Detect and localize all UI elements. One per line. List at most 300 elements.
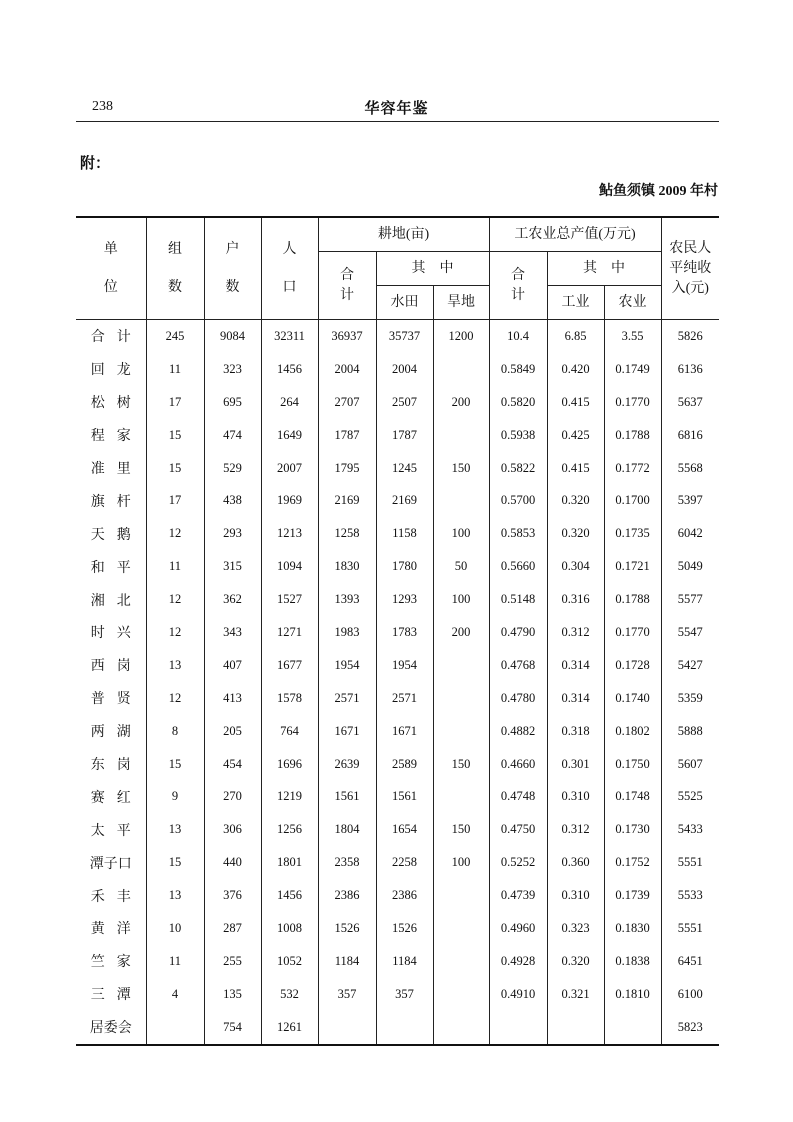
header-income (661, 217, 719, 320)
cell-dryland: 150 (433, 452, 489, 485)
cell-agriculture: 0.1748 (604, 780, 661, 813)
header-agriculture: 农业 (604, 286, 661, 320)
cell-households: 343 (204, 616, 261, 649)
cell-groups: 12 (146, 517, 204, 550)
cell-population: 1696 (261, 748, 318, 781)
table-row (76, 616, 719, 649)
cell-groups: 11 (146, 353, 204, 386)
cell-groups: 11 (146, 945, 204, 978)
cell-income: 5433 (661, 813, 719, 846)
cell-income: 5547 (661, 616, 719, 649)
cell-industry: 0.310 (547, 780, 604, 813)
cell-agriculture: 0.1838 (604, 945, 661, 978)
cell-population: 764 (261, 715, 318, 748)
cell-income: 5551 (661, 912, 719, 945)
cell-population: 32311 (261, 320, 318, 353)
cell-farmland-total: 1787 (318, 419, 376, 452)
cell-agriculture: 0.1772 (604, 452, 661, 485)
cell-paddy: 1293 (376, 583, 433, 616)
cell-groups: 12 (146, 616, 204, 649)
cell-paddy: 1954 (376, 649, 433, 682)
header-groups-top: 组 (168, 241, 182, 257)
table-row (76, 978, 719, 1011)
cell-groups: 9 (146, 780, 204, 813)
table-row (76, 649, 719, 682)
cell-income: 5823 (661, 1011, 719, 1045)
header-groups (146, 217, 204, 320)
cell-population: 1677 (261, 649, 318, 682)
cell-income: 5607 (661, 748, 719, 781)
table-row (76, 682, 719, 715)
cell-farmland-total: 2639 (318, 748, 376, 781)
cell-output-total: 0.4748 (489, 780, 547, 813)
cell-farmland-total: 36937 (318, 320, 376, 353)
cell-groups: 15 (146, 748, 204, 781)
header-output-total (489, 252, 547, 320)
cell-paddy: 1526 (376, 912, 433, 945)
cell-agriculture: 0.1735 (604, 517, 661, 550)
cell-households: 529 (204, 452, 261, 485)
table-row (76, 386, 719, 419)
cell-industry: 0.323 (547, 912, 604, 945)
cell-farmland-total: 2004 (318, 353, 376, 386)
cell-dryland (433, 419, 489, 452)
cell-paddy: 357 (376, 978, 433, 1011)
cell-paddy: 2258 (376, 846, 433, 879)
cell-paddy: 2386 (376, 879, 433, 912)
cell-name: 禾丰 (76, 879, 146, 912)
cell-name: 潭子口 (76, 846, 146, 879)
header-farmland-total-top: 合 (340, 267, 354, 283)
cell-population: 1456 (261, 353, 318, 386)
table-caption: 鲇鱼须镇 2009 年村 (599, 184, 718, 199)
cell-industry: 0.415 (547, 452, 604, 485)
header-population-bottom: 口 (282, 279, 297, 295)
cell-groups: 17 (146, 386, 204, 419)
cell-paddy: 1158 (376, 517, 433, 550)
cell-groups: 12 (146, 583, 204, 616)
cell-agriculture: 0.1770 (604, 386, 661, 419)
cell-income: 5637 (661, 386, 719, 419)
cell-households: 407 (204, 649, 261, 682)
cell-name: 东岗 (76, 748, 146, 781)
cell-farmland-total: 1830 (318, 550, 376, 583)
cell-population: 1271 (261, 616, 318, 649)
header-dryland: 旱地 (433, 286, 489, 320)
cell-output-total (489, 1011, 547, 1045)
cell-industry: 0.301 (547, 748, 604, 781)
cell-industry: 0.415 (547, 386, 604, 419)
book-title: 华容年鉴 (364, 101, 429, 117)
cell-dryland: 150 (433, 813, 489, 846)
cell-groups: 15 (146, 846, 204, 879)
cell-name: 时兴 (76, 616, 146, 649)
cell-industry: 0.320 (547, 517, 604, 550)
cell-paddy (376, 1011, 433, 1045)
cell-output-total: 0.4750 (489, 813, 547, 846)
cell-agriculture: 0.1810 (604, 978, 661, 1011)
header-output-total-top: 合 (511, 267, 526, 283)
cell-agriculture: 3.55 (604, 320, 661, 353)
cell-farmland-total: 1954 (318, 649, 376, 682)
cell-output-total: 0.4960 (489, 912, 547, 945)
cell-name: 竺家 (76, 945, 146, 978)
cell-groups: 15 (146, 452, 204, 485)
cell-agriculture: 0.1770 (604, 616, 661, 649)
cell-households: 293 (204, 517, 261, 550)
cell-name: 旗杆 (76, 484, 146, 517)
cell-income: 5533 (661, 879, 719, 912)
header-output-total-bottom: 计 (511, 287, 526, 303)
cell-population: 2007 (261, 452, 318, 485)
cell-households: 306 (204, 813, 261, 846)
cell-name: 和平 (76, 550, 146, 583)
cell-output-total: 0.5148 (489, 583, 547, 616)
village-statistics-table (76, 216, 719, 1046)
cell-groups: 11 (146, 550, 204, 583)
cell-agriculture: 0.1700 (604, 484, 661, 517)
cell-name: 湘北 (76, 583, 146, 616)
cell-output-total: 0.5700 (489, 484, 547, 517)
cell-agriculture: 0.1830 (604, 912, 661, 945)
cell-dryland: 100 (433, 846, 489, 879)
cell-population: 1527 (261, 583, 318, 616)
cell-industry: 0.321 (547, 978, 604, 1011)
cell-agriculture: 0.1728 (604, 649, 661, 682)
cell-groups: 10 (146, 912, 204, 945)
cell-dryland (433, 649, 489, 682)
cell-agriculture: 0.1752 (604, 846, 661, 879)
cell-farmland-total: 1804 (318, 813, 376, 846)
cell-agriculture: 0.1802 (604, 715, 661, 748)
cell-agriculture (604, 1011, 661, 1045)
header-farmland-total (318, 252, 376, 320)
cell-output-total: 0.4882 (489, 715, 547, 748)
cell-agriculture: 0.1739 (604, 879, 661, 912)
table-row (76, 1011, 719, 1045)
cell-farmland-total: 1393 (318, 583, 376, 616)
cell-farmland-total: 2707 (318, 386, 376, 419)
cell-output-total: 0.4790 (489, 616, 547, 649)
cell-groups: 13 (146, 879, 204, 912)
cell-output-total: 0.5849 (489, 353, 547, 386)
cell-agriculture: 0.1788 (604, 583, 661, 616)
table-body (76, 320, 719, 1045)
cell-dryland: 50 (433, 550, 489, 583)
cell-households: 438 (204, 484, 261, 517)
cell-households: 323 (204, 353, 261, 386)
cell-industry: 0.314 (547, 682, 604, 715)
cell-paddy: 35737 (376, 320, 433, 353)
cell-name: 松树 (76, 386, 146, 419)
header-farmland: 耕地(亩) (318, 217, 489, 252)
cell-dryland: 100 (433, 517, 489, 550)
header-farmland-total-bottom: 计 (340, 287, 354, 303)
cell-industry: 0.304 (547, 550, 604, 583)
cell-income: 5568 (661, 452, 719, 485)
cell-output-total: 0.4928 (489, 945, 547, 978)
cell-paddy: 2004 (376, 353, 433, 386)
table-row (76, 715, 719, 748)
cell-population: 1261 (261, 1011, 318, 1045)
cell-population: 1456 (261, 879, 318, 912)
cell-households: 376 (204, 879, 261, 912)
cell-income: 6451 (661, 945, 719, 978)
table-row (76, 419, 719, 452)
cell-paddy: 1783 (376, 616, 433, 649)
header-unit-top: 单 (103, 241, 118, 257)
table-row (76, 748, 719, 781)
cell-income: 6100 (661, 978, 719, 1011)
cell-income: 5525 (661, 780, 719, 813)
cell-agriculture: 0.1730 (604, 813, 661, 846)
cell-industry: 0.425 (547, 419, 604, 452)
cell-agriculture: 0.1749 (604, 353, 661, 386)
cell-farmland-total: 2571 (318, 682, 376, 715)
cell-paddy: 1671 (376, 715, 433, 748)
cell-output-total: 0.5660 (489, 550, 547, 583)
header-output: 工农业总产值(万元) (489, 217, 661, 252)
cell-industry: 0.420 (547, 353, 604, 386)
header-households-top: 户 (225, 241, 240, 257)
table-row (76, 912, 719, 945)
cell-name: 普贤 (76, 682, 146, 715)
cell-paddy: 1561 (376, 780, 433, 813)
cell-households: 454 (204, 748, 261, 781)
cell-population: 532 (261, 978, 318, 1011)
cell-households: 205 (204, 715, 261, 748)
table-row (76, 846, 719, 879)
table-row (76, 320, 719, 353)
cell-dryland (433, 879, 489, 912)
cell-population: 264 (261, 386, 318, 419)
cell-income: 5397 (661, 484, 719, 517)
cell-population: 1256 (261, 813, 318, 846)
cell-output-total: 0.5938 (489, 419, 547, 452)
cell-farmland-total: 357 (318, 978, 376, 1011)
cell-dryland (433, 1011, 489, 1045)
cell-households: 255 (204, 945, 261, 978)
cell-industry: 0.312 (547, 616, 604, 649)
cell-agriculture: 0.1721 (604, 550, 661, 583)
header-farmland-among: 其 中 (376, 252, 489, 286)
header-income-line2: 平纯收 (669, 260, 712, 276)
cell-groups: 4 (146, 978, 204, 1011)
cell-farmland-total: 1983 (318, 616, 376, 649)
cell-groups: 15 (146, 419, 204, 452)
cell-name: 居委会 (76, 1011, 146, 1045)
cell-population: 1649 (261, 419, 318, 452)
cell-households: 695 (204, 386, 261, 419)
cell-farmland-total: 2386 (318, 879, 376, 912)
cell-income: 5826 (661, 320, 719, 353)
header-groups-bottom: 数 (168, 279, 182, 295)
cell-name: 回龙 (76, 353, 146, 386)
table-row (76, 484, 719, 517)
cell-households: 287 (204, 912, 261, 945)
cell-farmland-total: 1258 (318, 517, 376, 550)
cell-households: 362 (204, 583, 261, 616)
cell-paddy: 2169 (376, 484, 433, 517)
cell-paddy: 1184 (376, 945, 433, 978)
cell-income: 5427 (661, 649, 719, 682)
cell-dryland: 200 (433, 616, 489, 649)
cell-industry: 6.85 (547, 320, 604, 353)
cell-name: 程家 (76, 419, 146, 452)
cell-name: 准里 (76, 452, 146, 485)
table-row (76, 945, 719, 978)
table-row (76, 550, 719, 583)
cell-output-total: 0.4739 (489, 879, 547, 912)
page-number: 238 (92, 99, 113, 114)
cell-industry: 0.360 (547, 846, 604, 879)
cell-households: 315 (204, 550, 261, 583)
cell-population: 1052 (261, 945, 318, 978)
cell-output-total: 0.4910 (489, 978, 547, 1011)
cell-households: 270 (204, 780, 261, 813)
cell-farmland-total: 1184 (318, 945, 376, 978)
cell-income: 6136 (661, 353, 719, 386)
cell-groups (146, 1011, 204, 1045)
cell-paddy: 1654 (376, 813, 433, 846)
header-unit (76, 217, 146, 320)
cell-dryland (433, 715, 489, 748)
cell-output-total: 0.4780 (489, 682, 547, 715)
cell-population: 1578 (261, 682, 318, 715)
table-row (76, 879, 719, 912)
cell-output-total: 0.4660 (489, 748, 547, 781)
cell-households: 413 (204, 682, 261, 715)
cell-dryland (433, 945, 489, 978)
cell-farmland-total: 1526 (318, 912, 376, 945)
cell-paddy: 2589 (376, 748, 433, 781)
cell-farmland-total (318, 1011, 376, 1045)
cell-output-total: 0.5822 (489, 452, 547, 485)
cell-dryland (433, 484, 489, 517)
cell-paddy: 2571 (376, 682, 433, 715)
cell-dryland (433, 682, 489, 715)
cell-income: 5577 (661, 583, 719, 616)
cell-industry: 0.320 (547, 945, 604, 978)
cell-population: 1008 (261, 912, 318, 945)
table-row (76, 813, 719, 846)
cell-households: 474 (204, 419, 261, 452)
appendix-label: 附： (80, 156, 111, 172)
cell-name: 赛红 (76, 780, 146, 813)
cell-paddy: 2507 (376, 386, 433, 419)
cell-output-total: 0.5820 (489, 386, 547, 419)
cell-households: 754 (204, 1011, 261, 1045)
table-row (76, 452, 719, 485)
cell-income: 5888 (661, 715, 719, 748)
header-output-among: 其 中 (547, 252, 661, 286)
cell-output-total: 0.5853 (489, 517, 547, 550)
cell-farmland-total: 1561 (318, 780, 376, 813)
cell-population: 1969 (261, 484, 318, 517)
cell-groups: 12 (146, 682, 204, 715)
cell-industry (547, 1011, 604, 1045)
cell-dryland: 1200 (433, 320, 489, 353)
cell-industry: 0.320 (547, 484, 604, 517)
header-population (261, 217, 318, 320)
header-unit-bottom: 位 (103, 279, 118, 295)
header-population-top: 人 (282, 241, 297, 257)
table-row (76, 517, 719, 550)
cell-paddy: 1787 (376, 419, 433, 452)
cell-income: 6042 (661, 517, 719, 550)
cell-groups: 13 (146, 813, 204, 846)
cell-income: 5551 (661, 846, 719, 879)
cell-farmland-total: 1795 (318, 452, 376, 485)
cell-name: 两湖 (76, 715, 146, 748)
cell-dryland: 100 (433, 583, 489, 616)
cell-output-total: 10.4 (489, 320, 547, 353)
cell-households: 135 (204, 978, 261, 1011)
cell-population: 1219 (261, 780, 318, 813)
cell-dryland: 150 (433, 748, 489, 781)
cell-name: 三潭 (76, 978, 146, 1011)
cell-population: 1801 (261, 846, 318, 879)
header-paddy: 水田 (376, 286, 433, 320)
header-rule (76, 121, 719, 122)
cell-farmland-total: 2358 (318, 846, 376, 879)
header-households-bottom: 数 (225, 279, 240, 295)
cell-groups: 8 (146, 715, 204, 748)
cell-groups: 17 (146, 484, 204, 517)
cell-industry: 0.318 (547, 715, 604, 748)
cell-agriculture: 0.1750 (604, 748, 661, 781)
cell-name: 西岗 (76, 649, 146, 682)
cell-dryland: 200 (433, 386, 489, 419)
cell-dryland (433, 780, 489, 813)
cell-groups: 13 (146, 649, 204, 682)
cell-income: 5049 (661, 550, 719, 583)
cell-name: 黄洋 (76, 912, 146, 945)
cell-groups: 245 (146, 320, 204, 353)
cell-industry: 0.310 (547, 879, 604, 912)
cell-agriculture: 0.1740 (604, 682, 661, 715)
cell-industry: 0.312 (547, 813, 604, 846)
cell-farmland-total: 2169 (318, 484, 376, 517)
cell-name: 太平 (76, 813, 146, 846)
cell-population: 1094 (261, 550, 318, 583)
cell-households: 9084 (204, 320, 261, 353)
cell-households: 440 (204, 846, 261, 879)
table-row (76, 583, 719, 616)
header-income-line1: 农民人 (669, 240, 712, 256)
cell-industry: 0.314 (547, 649, 604, 682)
cell-population: 1213 (261, 517, 318, 550)
cell-farmland-total: 1671 (318, 715, 376, 748)
header-industry: 工业 (547, 286, 604, 320)
cell-output-total: 0.5252 (489, 846, 547, 879)
table-row (76, 353, 719, 386)
cell-agriculture: 0.1788 (604, 419, 661, 452)
cell-dryland (433, 978, 489, 1011)
cell-income: 5359 (661, 682, 719, 715)
cell-name: 天鹅 (76, 517, 146, 550)
header-income-line3: 入(元) (671, 280, 709, 296)
cell-industry: 0.316 (547, 583, 604, 616)
cell-output-total: 0.4768 (489, 649, 547, 682)
cell-dryland (433, 912, 489, 945)
cell-income: 6816 (661, 419, 719, 452)
cell-name: 合计 (76, 320, 146, 353)
cell-paddy: 1245 (376, 452, 433, 485)
header-households (204, 217, 261, 320)
cell-paddy: 1780 (376, 550, 433, 583)
table-row (76, 780, 719, 813)
